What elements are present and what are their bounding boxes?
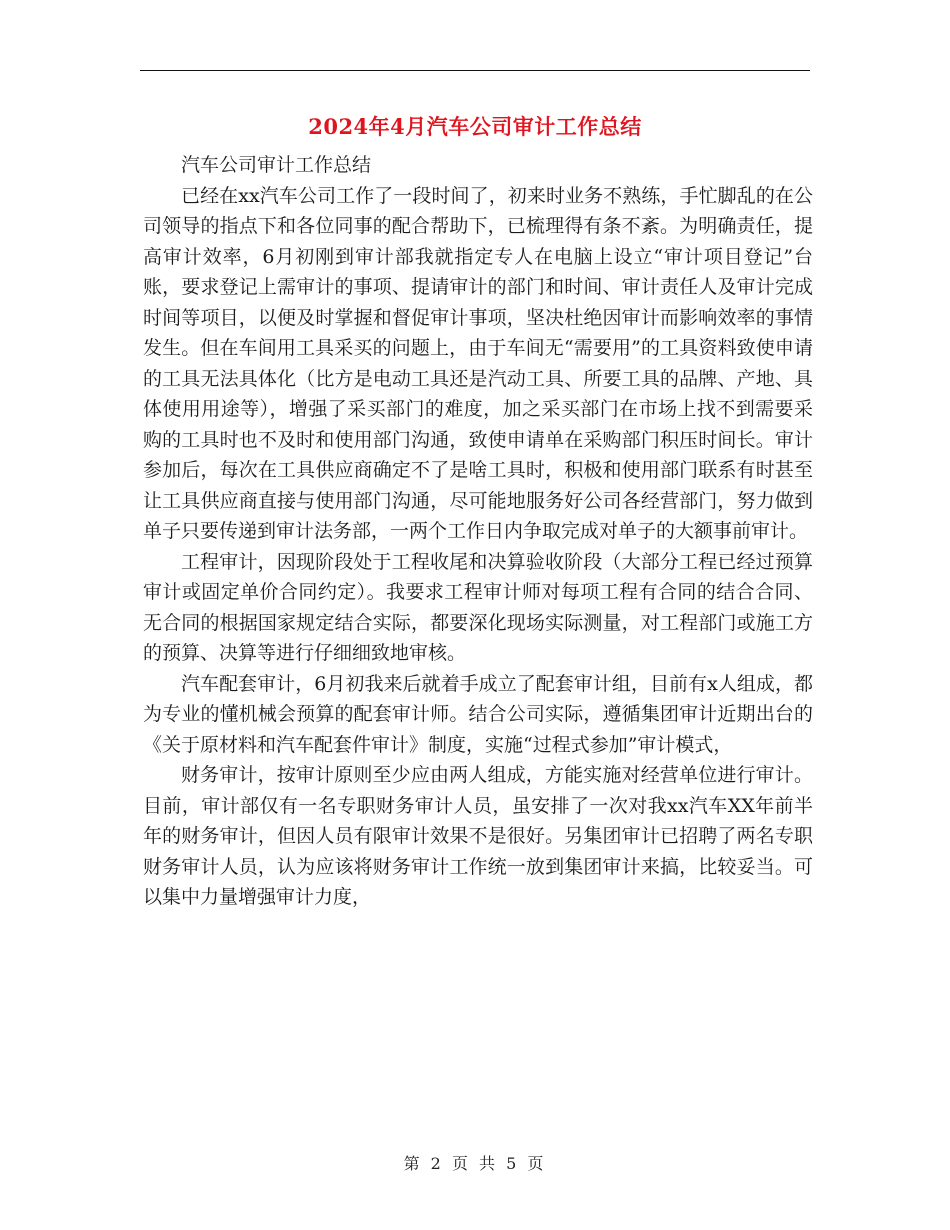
header-rule: [140, 70, 810, 71]
document-body: [143, 150, 813, 913]
body-paragraph: 财务审计，按审计原则至少应由两人组成，方能实施对经营单位进行审计。目前，审计部仅有一名专职财务审计人员，虽安排了一次对我xx汽车XX年前半年的财务审计，但因人员有限审计效果不是很好。另集团审计已招聘了两名专职财务审计人员，认为应该将财务审计工作统一放到集团审计来搞，比较妥当。可以集中力量增强审计力度，: [143, 764, 813, 908]
body-paragraph: 工程审计，因现阶段处于工程收尾和决算验收阶段（大部分工程已经过预算审计或固定单价合同约定）。我要求工程审计师对每项工程有合同的结合合同、无合同的根据国家规定结合实际，都要深化现场实际测量，对工程部门或施工方的预算、决算等进行仔细细致地审核。: [143, 550, 813, 664]
page-number-footer: 第 2 页 共 5 页: [403, 1154, 547, 1173]
body-paragraph: 已经在xx汽车公司工作了一段时间了，初来时业务不熟练，手忙脚乱的在公司领导的指点下和各位同事的配合帮助下，已梳理得有条不紊。为明确责任，提高审计效率，6月初刚到审计部我就指定专人在电脑上设立“审计项目登记”台账，要求登记上需审计的事项、提请审计的部门和时间、审计责任人及审计完成时间等项目，以便及时掌握和督促审计事项，坚决杜绝因审计而影响效率的事情发生。但在车间用工具采买的问题上，由于车间无“需要用”的工具资料致使申请的工具无法具体化（比方是电动工具还是汽动工具、所要工具的品牌、产地、具体使用用途等），增强了采买部门的难度，加之采买部门在市场上找不到需要采购的工具时也不及时和使用部门沟通，致使申请单在采购部门积压时间长。审计参加后，每次在工具供应商确定不了是啥工具时，积极和使用部门联系有时甚至让工具供应商直接与使用部门沟通，尽可能地服务好公司各经营部门，努力做到单子只要传递到审计法务部，一两个工作日内争取完成对单子的大额事前审计。: [143, 184, 813, 542]
body-paragraph: 汽车配套审计，6月初我来后就着手成立了配套审计组，目前有x人组成，都为专业的懂机械会预算的配套审计师。结合公司实际，遵循集团审计近期出台的《关于原材料和汽车配套件审计》制度，实施“过程式参加”审计模式，: [143, 672, 813, 756]
document-title: 2024年4月汽车公司审计工作总结: [308, 114, 642, 139]
subtitle-paragraph: 汽车公司审计工作总结: [181, 154, 372, 176]
